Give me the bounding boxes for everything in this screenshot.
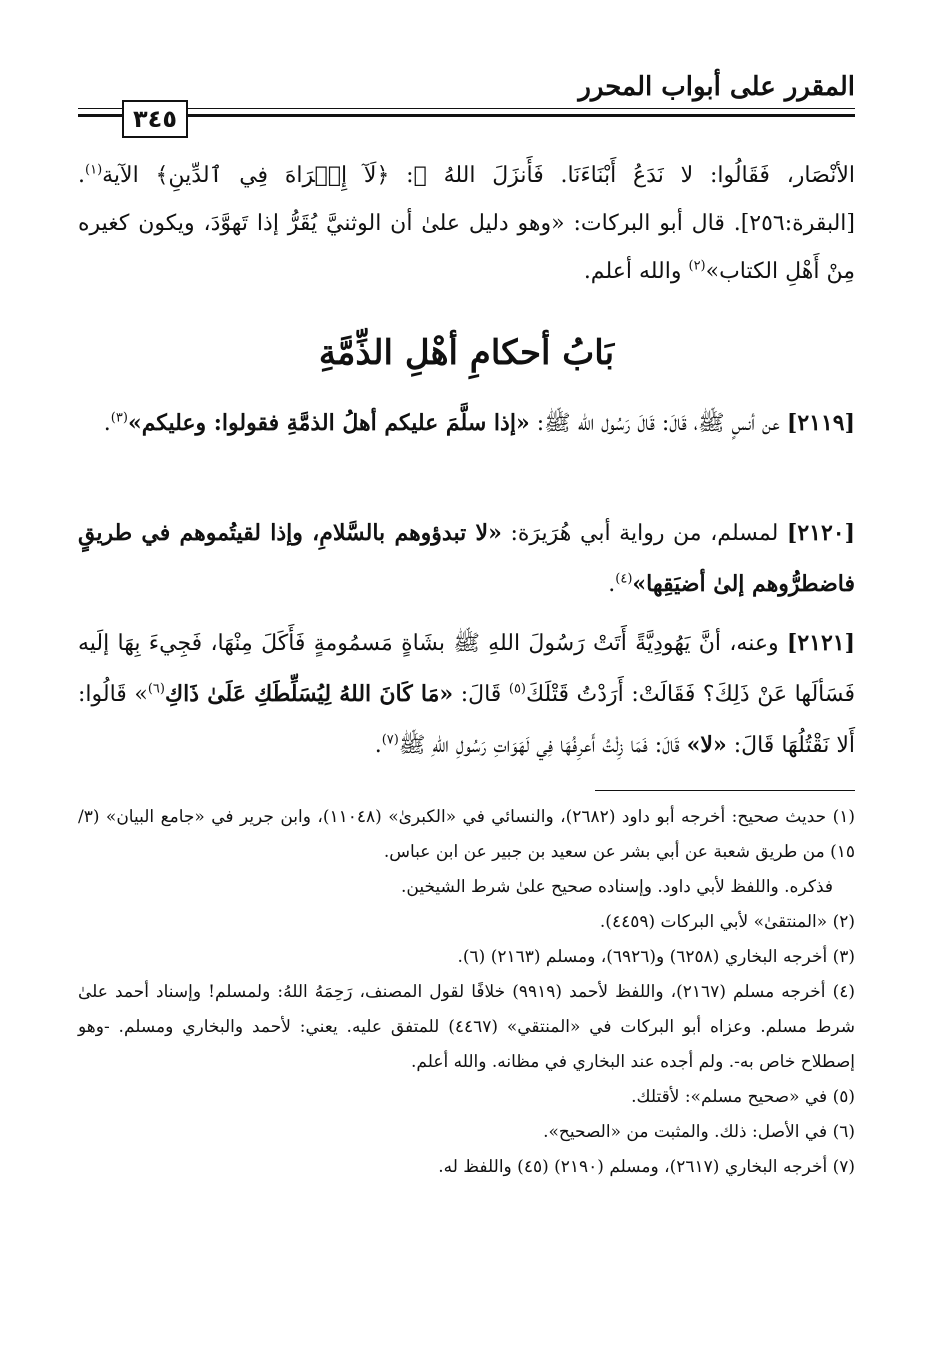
page-number: ٣٤٥: [122, 100, 188, 138]
footnote-3: (٣) أخرجه البخاري (٦٢٥٨) و(٦٩٢٦)، ومسلم (٢١٦٣) (٦).: [457, 947, 855, 967]
footnote-6: (٦) في الأصل: ذلك. والمثبت من «الصحيح».: [543, 1122, 855, 1142]
footnote-7: (٧) أخرجه البخاري (٢٦١٧)، ومسلم (٢١٩٠) (٤٥) واللفظ له.: [438, 1157, 855, 1177]
hadith-quote: «مَا كَانَ اللهُ لِيُسَلِّطَكِ عَلَىٰ ذَاكِ: [164, 681, 454, 707]
intro-text-1: الأنْصَار، فَقَالُوا: لا نَدَعُ أَبْنَاءَنَا. فَأَنزَلَ اللهُ ﷻ: ﴿لَآ إِكۡرَاهَ فِي ٱلدِّينِ﴾ الآية: [102, 163, 855, 188]
hadith-2119: [78, 398, 855, 449]
footnote-2: (٢) «المنتقىٰ» لأبي البركات (٤٤٥٩).: [599, 912, 855, 932]
footnote-1: (١) حديث صحيح: أخرجه أبو داود (٢٦٨٢)، والنسائي في «الكبرىٰ» (١١٠٤٨)، وابن جرير في «جامع البيان» (٣/ ١٥) من طريق شعبة عن أبي بشر عن سعيد بن جبير عن ابن عباس.: [78, 807, 855, 862]
hadith-2120: [78, 508, 855, 610]
hadith-text: قَالَ:: [453, 682, 509, 707]
hadith-text: عن أنسٍ ﷺ، قَالَ: قَالَ رَسُول الله ﷺ:: [529, 411, 787, 436]
hadith-text: » قَالُوا: أَلا نَقْتُلُهَا قَالَ:: [78, 682, 855, 758]
footnote-5: (٥) في «صحيح مسلم»: لأقتلك.: [631, 1087, 855, 1107]
footnote-ref[interactable]: (٣): [110, 410, 128, 426]
intro-text-end: والله أعلم.: [583, 259, 689, 284]
header-rule-top: [78, 108, 855, 109]
punct: .: [374, 733, 382, 758]
footnote-1-cont: فذكره. واللفظ لأبي داود. وإسناده صحيح علىٰ شرط الشيخين.: [400, 877, 833, 897]
header-rule-bottom: [78, 114, 855, 117]
intro-line: الأنْصَار، فَقَالُوا: لا نَدَعُ أَبْنَاءَنَا. فَأَنزَلَ اللهُ ﷻ: ﴿لَآ إِكۡرَاهَ فِي ٱلدِّينِ﴾ الآية$^{(١)}$. [البقرة:٢٥٦]. قال أبو البركات: «وهو دليل علىٰ أن الوثنيَّ يُقَرُّ إذا تَهوَّدَ، ويكون كغيره مِنْ أَهْلِ الكتاب»$^{(٢)}$ والله أعلم.: [78, 162, 855, 284]
hadith-text: لمسلم، من رواية أبي هُرَيرَة:: [501, 521, 787, 546]
footnote-ref[interactable]: (٧): [381, 732, 399, 748]
footnote-ref[interactable]: (١): [85, 162, 103, 178]
hadith-number: [٢١٢٠]: [786, 520, 855, 546]
hadith-text: وعنه، أنَّ يَهُودِيَّةً أَتَتْ رَسُولَ اللهِ ﷺ بشَاةٍ مَسمُومةٍ فَأَكَلَ مِنْهَا، فَجِيءَ بِهَا إلَيه فَسَألَها عَنْ ذَلِكَ؟ فَقَالَتْ: أَرَدْتُ قَتْلَكَ: [78, 631, 856, 707]
hadith-text: قَالَ: فَمَا زِلْتُ أَعرِفُهَا فِي لَهَوَاتِ رَسُولِ اللهِ ﷺ: [398, 733, 687, 758]
intro-text-2: [البقرة:٢٥٦]. قال أبو البركات: «وهو دليل علىٰ أن الوثنيَّ يُقَرُّ إذا تَهوَّدَ، ويكون كغيره مِنْ أَهْلِ الكتاب»: [78, 211, 855, 284]
footnote-separator: [595, 790, 855, 791]
hadith-2121: [78, 618, 855, 771]
running-title: المقرر على أبواب المحرر: [578, 72, 855, 102]
footnotes: [78, 800, 855, 1185]
footnote-ref[interactable]: (٢): [688, 258, 706, 274]
intro-paragraph: [78, 152, 855, 296]
hadith-quote: «لا»: [686, 732, 727, 758]
footnote-ref[interactable]: (٥): [508, 681, 526, 697]
hadith-number: [٢١٢١]: [786, 630, 855, 656]
footnote-4: (٤) أخرجه مسلم (٢١٦٧)، واللفظ لأحمد (٩٩١٩) خلافًا لقول المصنف، رَحِمَهُ اللهُ: ولمسلم! وإسناد أحمد علىٰ شرط مسلم. وعزاه أبو البركات في «المنتقي» (٤٤٦٧) للمتفق عليه. يعني: لأحمد والبخاري ومسلم. -وهو إصطلاح خاص به-. ولم أجده عند البخاري في مظانه. والله أعلم.: [78, 982, 855, 1072]
hadith-quote: «إذا سلَّمَ عليكم أهلُ الذمَّةِ فقولوا: وعليكم»: [127, 410, 530, 436]
hadith-number: [٢١١٩]: [786, 410, 855, 436]
footnote-ref[interactable]: (٤): [615, 571, 633, 587]
chapter-heading: بَابُ أحكامِ أهْلِ الذِّمَّةِ: [318, 333, 615, 373]
punct: .: [103, 411, 111, 436]
punct: .: [608, 572, 616, 597]
footnote-ref[interactable]: (٦): [147, 681, 165, 697]
hadith-quote: «لا تبدؤوهم بالسَّلامِ، وإذا لقيتُموهم في طريقٍ فاضطرُّوهم إلىٰ أضيَقِها»: [78, 520, 855, 597]
